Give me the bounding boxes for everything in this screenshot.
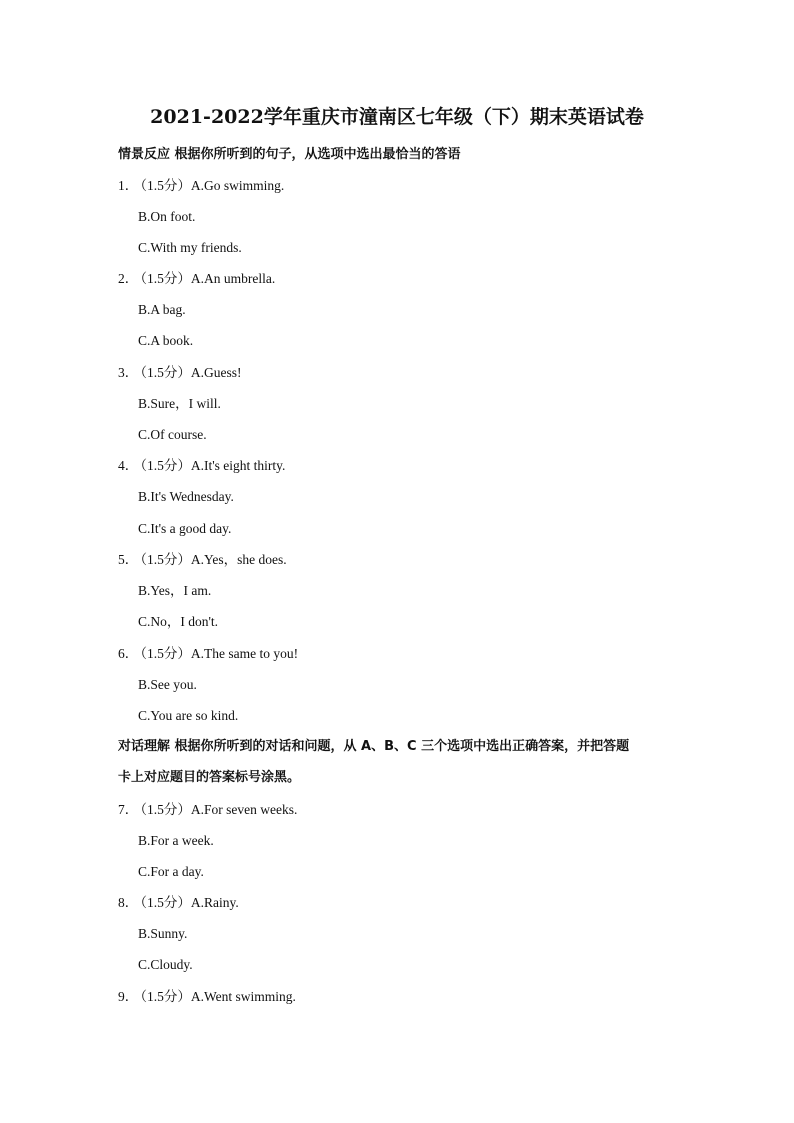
- question-1: [118, 176, 284, 196]
- option-a: A.It's eight thirty.: [190, 458, 286, 473]
- question-number: 7．: [118, 802, 139, 817]
- question-7: [118, 800, 297, 820]
- question-score: （1.5分）: [140, 646, 191, 661]
- question-1-option-c: C.With my friends.: [138, 240, 242, 255]
- question-8-option-b: B.Sunny.: [138, 926, 188, 941]
- question-number: 8．: [118, 895, 139, 910]
- option-a: A.For seven weeks.: [190, 802, 298, 817]
- question-number: 5．: [118, 552, 139, 567]
- question-number: 3．: [118, 365, 139, 380]
- question-8-option-c: C.Cloudy.: [138, 957, 193, 972]
- section-heading-dialogue-comprehension: 对话理解 根据你所听到的对话和问题，从 A、B、C 三个选项中选出正确答案，并把答题: [118, 739, 630, 754]
- question-number: 4．: [118, 458, 139, 473]
- section-heading-dialogue-comprehension-cont: 卡上对应题目的答案标号涂黑。: [118, 770, 301, 785]
- question-2: [118, 269, 275, 289]
- question-2-option-b: B.A bag.: [138, 302, 186, 317]
- question-2-option-c: C.A book.: [138, 333, 194, 348]
- question-score: （1.5分）: [140, 989, 191, 1004]
- question-score: （1.5分）: [140, 458, 191, 473]
- option-a: A.An umbrella.: [190, 271, 276, 286]
- question-7-option-c: C.For a day.: [138, 864, 204, 879]
- question-number: 9．: [118, 989, 139, 1004]
- option-a: A.Yes，she does.: [190, 552, 287, 567]
- question-3-option-c: C.Of course.: [138, 427, 207, 442]
- question-4-option-b: B.It's Wednesday.: [138, 489, 234, 504]
- option-a: A.Guess!: [190, 365, 242, 380]
- question-7-option-b: B.For a week.: [138, 833, 214, 848]
- question-score: （1.5分）: [140, 802, 191, 817]
- question-5-option-c: C.No，I don't.: [138, 614, 219, 629]
- option-a: A.Went swimming.: [190, 989, 296, 1004]
- question-6-option-c: C.You are so kind.: [138, 708, 239, 723]
- question-5: [118, 550, 287, 570]
- question-6-option-b: B.See you.: [138, 677, 197, 692]
- question-4-option-c: C.It's a good day.: [138, 521, 232, 536]
- question-number: 6．: [118, 646, 139, 661]
- section-heading-listening-response: 情景反应 根据你所听到的句子，从选项中选出最恰当的答语: [118, 147, 461, 162]
- question-score: （1.5分）: [140, 178, 191, 193]
- option-a: A.The same to you!: [190, 646, 299, 661]
- question-3: [118, 363, 242, 383]
- question-number: 1．: [118, 178, 139, 193]
- question-5-option-b: B.Yes，I am.: [138, 583, 212, 598]
- question-score: （1.5分）: [140, 895, 191, 910]
- question-3-option-b: B.Sure，I will.: [138, 396, 221, 411]
- question-4: [118, 456, 285, 476]
- question-score: （1.5分）: [140, 365, 191, 380]
- question-6: [118, 644, 298, 664]
- option-a: A.Go swimming.: [190, 178, 285, 193]
- exam-title: 2021-2022学年重庆市潼南区七年级（下）期末英语试卷: [150, 106, 644, 128]
- question-score: （1.5分）: [140, 552, 191, 567]
- question-8: [118, 893, 239, 913]
- option-a: A.Rainy.: [190, 895, 239, 910]
- question-9: [118, 987, 296, 1007]
- question-score: （1.5分）: [140, 271, 191, 286]
- question-1-option-b: B.On foot.: [138, 209, 196, 224]
- question-number: 2．: [118, 271, 139, 286]
